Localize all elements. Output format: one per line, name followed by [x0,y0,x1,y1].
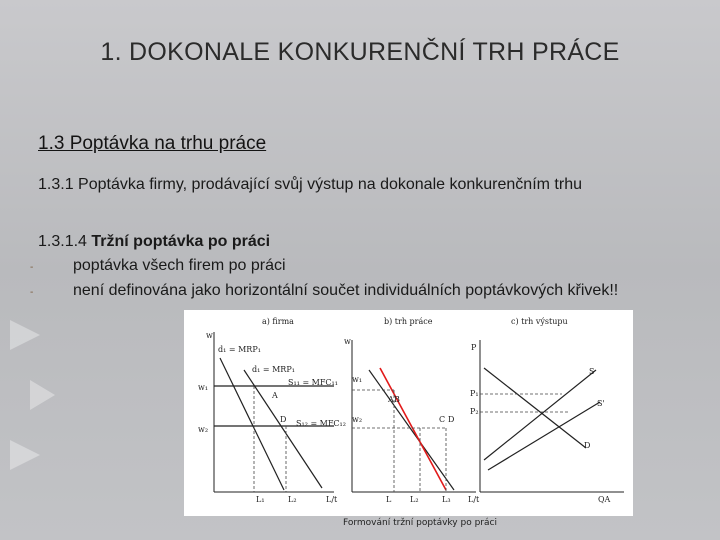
panel-a-x-tick: L/t [326,495,338,504]
panel-a-point-a: A [272,391,278,400]
panel-b-w1: w₁ [352,375,363,384]
panel-b-point-d: D [448,415,455,424]
panel-b-point-a: A [388,395,394,404]
panel-b-y-axis: w [344,337,351,346]
panel-b-x-tick: L/t [468,495,480,504]
panel-a-curve-d1b: d₁ = MRP₁ [252,365,295,374]
panel-c-curve-s: S [589,367,595,376]
slide-title: 1. DOKONALE KONKURENČNÍ TRH PRÁCE [100,38,620,66]
panel-b-x-tick: L [386,495,392,504]
panel-b-market-demand [380,368,446,490]
section-title: Tržní poptávka po práci [91,233,271,250]
panel-b-point-c: C [439,415,446,424]
subheading: 1.3.1 Poptávka firmy, prodávající svůj výstup na dokonale konkurenčním trhu [38,176,582,193]
panel-c-x-axis: QA [598,495,611,504]
panel-a-mfc1: S₁₁ = MFC₁₁ [288,378,338,387]
labor-demand-figure [184,310,633,516]
decorative-arrows [10,300,80,520]
panel-b-guides [352,390,446,492]
bullet-text: poptávka všech firem po práci [73,257,286,274]
panel-b-label: b) trh práce [384,317,433,326]
panel-b-axes [352,340,476,492]
panel-a-curve-d1: d₁ = MRP₁ [218,345,261,354]
panel-c-label: c) trh výstupu [511,317,568,326]
bullet-dash-icon: - [30,262,34,273]
panel-c-curves [484,368,600,470]
panel-b-x-tick: L₃ [442,495,451,504]
section-line [38,233,270,251]
panel-a-x-tick: L₂ [288,495,297,504]
figure-caption: Formování tržní poptávky po práci [343,518,497,528]
panel-b-w2: w₂ [352,415,363,424]
bullet-text: není definována jako horizontální součet individuálních poptávkových křivek!! [73,282,619,299]
panel-c-curve-d: D [584,441,591,450]
panel-a-w2: w₂ [198,425,209,434]
panel-c-axes [480,340,624,492]
section-number: 1.3.1.4 [38,233,87,250]
panel-c-p2: P₂ [470,407,479,416]
bullet-dash-icon: - [30,287,34,298]
panel-c-y-axis: P [471,343,477,352]
panel-a-w1: w₁ [198,383,209,392]
panel-b-curves [369,370,454,490]
section-heading: 1.3 Poptávka na trhu práce [38,133,267,154]
panel-c-curve-s2: S' [597,399,605,408]
figure-svg [184,310,633,516]
panel-a-y-axis: w [206,331,213,340]
panel-b-x-tick: L₂ [410,495,419,504]
panel-a-label: a) firma [262,317,294,326]
panel-b-point-b: B [394,395,400,404]
panel-a-point-d: D [280,415,287,424]
panel-a-x-tick: L₁ [256,495,265,504]
panel-c-p1: P₁ [470,389,479,398]
panel-a-mfc2: S₁₂ = MFC₁₂ [296,419,346,428]
